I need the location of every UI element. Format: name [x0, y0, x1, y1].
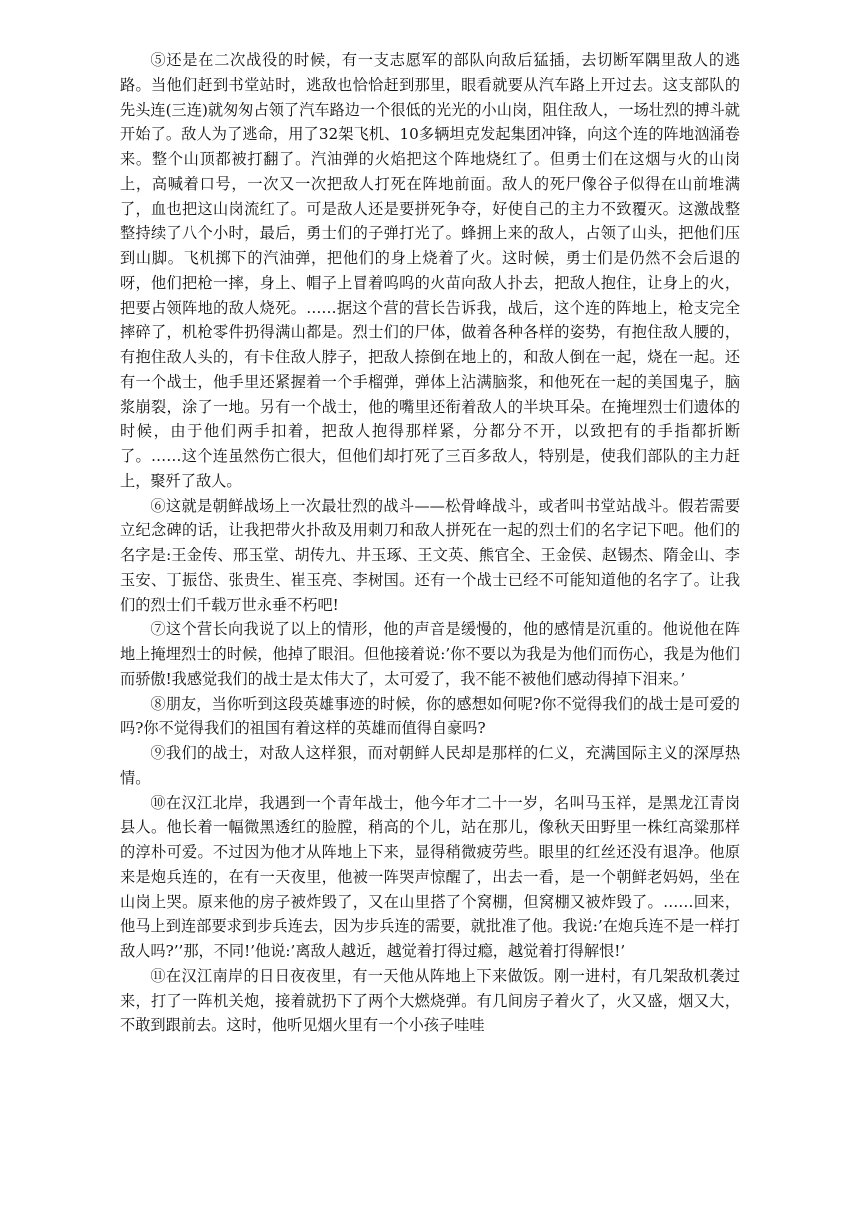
paragraph-7: ⑦这个营长向我说了以上的情形，他的声音是缓慢的，他的感情是沉重的。他说他在阵地上掩埋烈士的时候，他掉了眼泪。但他接着说:’你不要以为我是为他们而伤心，我是为他们而骄傲!我感觉我们的战士是太伟大了，太可爱了，我不能不被他们感动得掉下泪来。’ — [120, 620, 740, 688]
paragraph-5: ⑤还是在二次战役的时候，有一支志愿军的部队向敌后猛插，去切断军隅里敌人的逃路。当他们赶到书堂站时，逃敌也恰恰赶到那里，眼看就要从汽车路上开过去。这支部队的先头连(三连)就匆匆占领了汽车路边一个很低的光光的小山岗，阻住敌人，一场壮烈的搏斗就开始了。敌人为了逃命，用了32架飞机、10多辆坦克发起集团冲锋，向这个连的阵地汹涌卷来。整个山顶都被打翻了。汽油弹的火焰把这个阵地烧红了。但勇士们在这烟与火的山岗上，高喊着口号，一次又一次把敌人打死在阵地前面。敌人的死尸像谷子似得在山前堆满了，血也把这山岗流红了。可是敌人还是要拼死争夺，好使自己的主力不致覆灭。这激战整整持续了八个小时，最后，勇士们的子弹打光了。蜂拥上来的敌人，占领了山头，把他们压到山脚。飞机掷下的汽油弹，把他们的身上烧着了火。这时候，勇士们是仍然不会后退的呀，他们把枪一摔，身上、帽子上冒着呜呜的火苗向敌人扑去，把敌人抱住，让身上的火，把要占领阵地的敌人烧死。……据这个营的营长告诉我，战后，这个连的阵地上，枪支完全摔碎了，机枪零件扔得满山都是。烈士们的尸体，做着各种各样的姿势，有抱住敌人腰的，有抱住敌人头的，有卡住敌人脖子，把敌人捺倒在地上的，和敌人倒在一起，烧在一起。还有一个战士，他手里还紧握着一个手榴弹，弹体上沾满脑浆，和他死在一起的美国鬼子，脑浆崩裂，涂了一地。另有一个战士，他的嘴里还衔着敌人的半块耳朵。在掩埋烈士们遗体的时候，由于他们两手扣着，把敌人抱得那样紧，分都分不开，以致把有的手指都折断了。……这个连虽然伤亡很大，但他们却打死了三百多敌人，特别是，使我们部队的主力赶上，聚歼了敌人。 — [120, 51, 740, 490]
paragraph-6: ⑥这就是朝鲜战场上一次最壮烈的战斗——松骨峰战斗，或者叫书堂站战斗。假若需要立纪念碑的话，让我把带火扑敌及用刺刀和敌人拼死在一起的烈士们的名字记下吧。他们的名字是:王金传、邢玉堂、胡传九、井玉琢、王文英、熊官全、王金侯、赵锡杰、隋金山、李玉安、丁振岱、张贵生、崔玉亮、李树国。还有一个战士已经不可能知道他的名字了。让我们的烈士们千载万世永垂不朽吧! — [120, 496, 740, 614]
document-page — [120, 48, 740, 1038]
paragraph-9: ⑨我们的战士，对敌人这样狠，而对朝鲜人民却是那样的仁义，充满国际主义的深厚热情。 — [120, 744, 740, 787]
paragraph-11: ⑪在汉江南岸的日日夜夜里，有一天他从阵地上下来做饭。刚一进村，有几架敌机袭过来，打了一阵机关炮，接着就扔下了两个大燃烧弹。有几间房子着火了，火又盛，烟又大，不敢到跟前去。这时，他听见烟火里有一个小孩子哇哇 — [120, 966, 740, 1035]
paragraph-8: ⑧朋友，当你听到这段英雄事迹的时候，你的感想如何呢?你不觉得我们的战士是可爱的吗?你不觉得我们的祖国有着这样的英雄而值得自豪吗? — [120, 694, 740, 738]
paragraph-10: ⑩在汉江北岸，我遇到一个青年战士，他今年才二十一岁，名叫马玉祥，是黑龙江青岗县人。他长着一幅微黑透红的脸膛，稍高的个儿，站在那儿，像秋天田野里一株红高粱那样的淳朴可爱。不过因为他才从阵地上下来，显得稍微疲劳些。眼里的红丝还没有退净。他原来是炮兵连的，在有一天夜里，他被一阵哭声惊醒了，出去一看，是一个朝鲜老妈妈，坐在山岗上哭。原来他的房子被炸毁了，又在山里搭了个窝棚，但窝棚又被炸毁了。……回来，他马上到连部要求到步兵连去，因为步兵连的需要，就批准了他。我说:’在炮兵连不是一样打敌人吗?’’那，不同!’他说:’离敌人越近，越觉着打得过瘾，越觉着打得解恨!’ — [120, 793, 740, 960]
